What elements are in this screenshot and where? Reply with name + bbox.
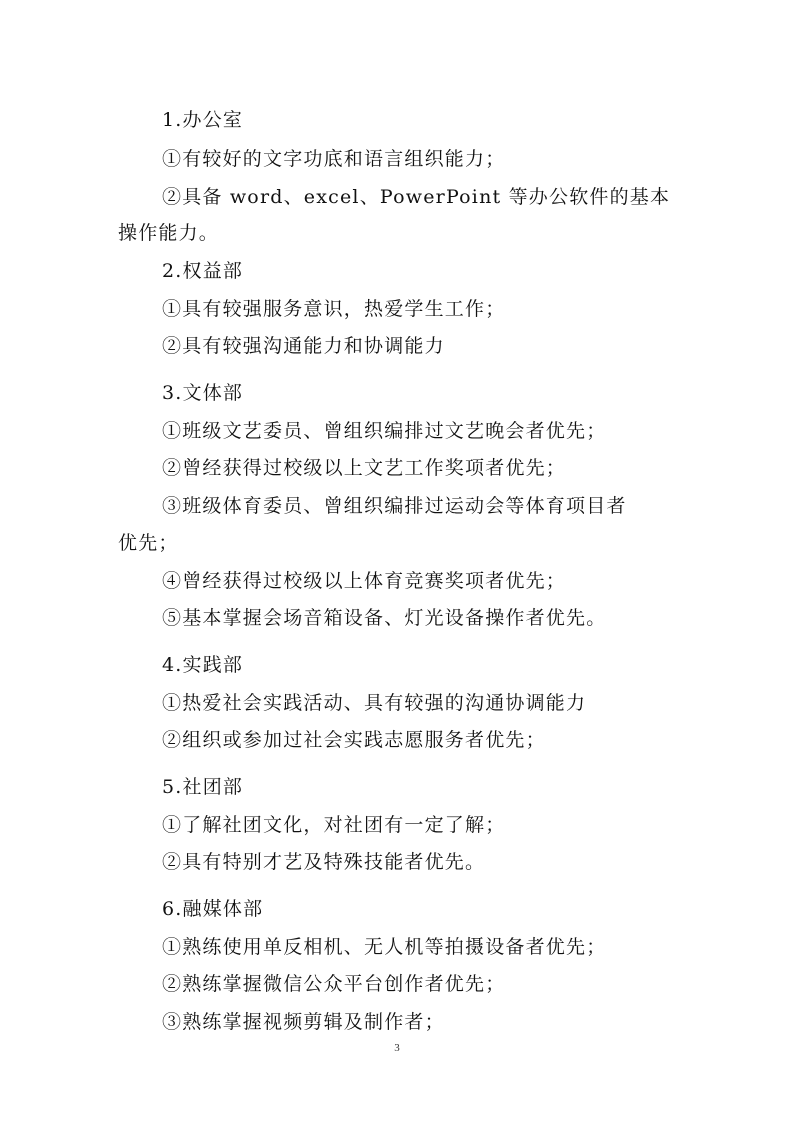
requirement-line: ④曾经获得过校级以上体育竞赛奖项者优先； [162,570,567,592]
requirement-line: ②熟练掌握微信公众平台创作者优先； [162,973,506,995]
requirement-line: ②曾经获得过校级以上文艺工作奖项者优先； [162,457,567,479]
requirement-line: ①热爱社会实践活动、具有较强的沟通协调能力 [162,692,587,714]
requirement-line: ②组织或参加过社会实践志愿服务者优先； [162,729,546,751]
requirement-line: ①班级文艺委员、曾组织编排过文艺晚会者优先； [162,420,607,442]
page-number: 3 [394,1042,400,1054]
requirement-line-continuation: 优先； [118,532,179,554]
requirement-line: ①具有较强服务意识，热爱学生工作； [162,298,506,320]
requirement-line-continuation: 操作能力。 [118,222,220,244]
requirement-line: ②具有较强沟通能力和协调能力 [162,335,445,357]
requirement-line: ⑤基本掌握会场音箱设备、灯光设备操作者优先。 [162,607,607,629]
requirement-line: ②具有特别才艺及特殊技能者优先。 [162,851,486,873]
section-heading-clubs: 5.社团部 [162,776,244,798]
requirement-line: ③熟练掌握视频剪辑及制作者； [162,1011,445,1033]
requirement-line: ③班级体育委员、曾组织编排过运动会等体育项目者 [162,495,627,517]
section-heading-culture-sports: 3.文体部 [162,382,244,404]
section-heading-practice: 4.实践部 [162,654,244,676]
requirement-line: ①了解社团文化，对社团有一定了解； [162,814,506,836]
section-heading-media: 6.融媒体部 [162,898,264,920]
requirement-line: ①熟练使用单反相机、无人机等拍摄设备者优先； [162,936,607,958]
section-heading-rights: 2.权益部 [162,260,244,282]
requirement-line: ①有较好的文字功底和语言组织能力； [162,148,506,170]
requirement-line: ②具备 word、excel、PowerPoint 等办公软件的基本 [162,186,671,208]
section-heading-office: 1.办公室 [162,109,244,131]
